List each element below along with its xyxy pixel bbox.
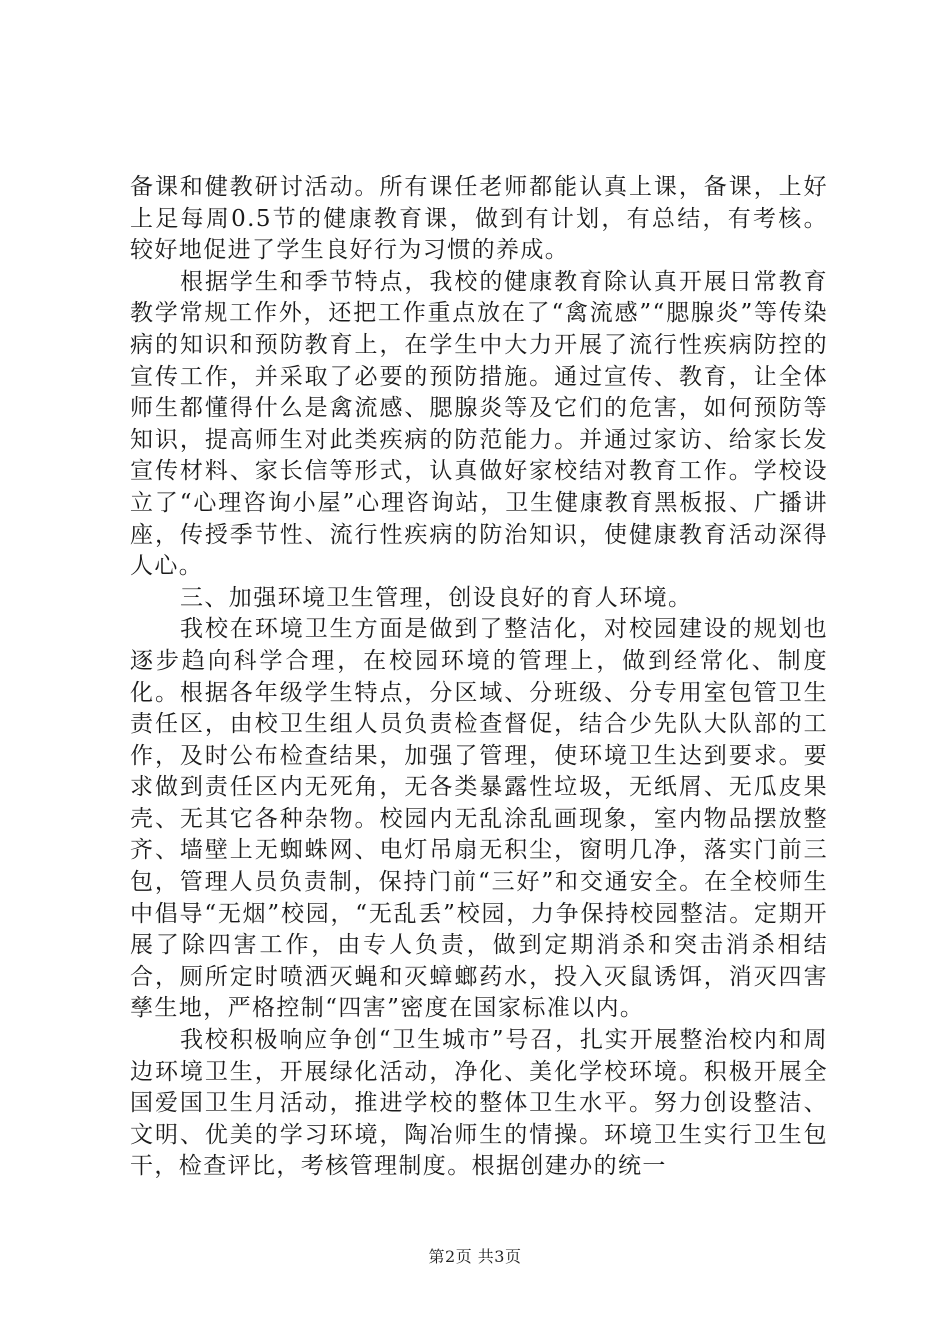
- paragraph-environment-management: 我校在环境卫生方面是做到了整洁化，对校园建设的规划也逐步趋向科学合理，在校园环境的管理上，做到经常化、制度化。根据各年级学生特点，分区域、分班级、分专用室包管卫生责任区，由校卫生组人员负责检查督促，结合少先队大队部的工作，及时公布检查结果，加强了管理，使环境卫生达到要求。要求做到责任区内无死角，无各类暴露性垃圾，无纸屑、无瓜皮果壳、无其它各种杂物。校园内无乱涂乱画现象，室内物品摆放整齐、墙壁上无蜘蛛网、电灯吊扇无积尘，窗明几净，落实门前三包，管理人员负责制，保持门前“三好”和交通安全。在全校师生中倡导“无烟”校园，“无乱丢”校园，力争保持校园整洁。定期开展了除四害工作，由专人负责，做到定期消杀和突击消杀相结合，厕所定时喷洒灭蝇和灭蟑螂药水，投入灭鼠诱饵，消灭四害孳生地，严格控制“四害”密度在国家标准以内。: [130, 616, 828, 1022]
- section-heading-environment: 三、加强环境卫生管理，创设良好的育人环境。: [180, 584, 693, 611]
- page-number-footer: 第2页 共3页: [428, 1247, 522, 1266]
- paragraph-health-city: 我校积极响应争创“卫生城市”号召，扎实开展整治校内和周边环境卫生，开展绿化活动，净化、美化学校环境。积极开展全国爱国卫生月活动，推进学校的整体卫生水平。努力创设整洁、文明、优美的学习环境，陶冶师生的情操。环境卫生实行卫生包干，检查评比，考核管理制度。根据创建办的统一: [130, 1027, 828, 1180]
- paragraph-health-education: 根据学生和季节特点，我校的健康教育除认真开展日常教育教学常规工作外，还把工作重点放在了“禽流感”“腮腺炎”等传染病的知识和预防教育上，在学生中大力开展了流行性疾病防控的宣传工作，并采取了必要的预防措施。通过宣传、教育，让全体师生都懂得什么是禽流感、腮腺炎等及它们的危害，如何预防等知识，提高师生对此类疾病的防范能力。并通过家访、给家长发宣传材料、家长信等形式，认真做好家校结对教育工作。学校设立了“心理咨询小屋”心理咨询站，卫生健康教育黑板报、广播讲座，传授季节性、流行性疾病的防治知识，使健康教育活动深得人心。: [130, 268, 828, 580]
- document-body: [130, 172, 828, 1183]
- paragraph-continuation: 备课和健教研讨活动。所有课任老师都能认真上课，备课，上好上足每周0.5节的健康教育课，做到有计划，有总结，有考核。较好地促进了学生良好行为习惯的养成。: [130, 174, 828, 264]
